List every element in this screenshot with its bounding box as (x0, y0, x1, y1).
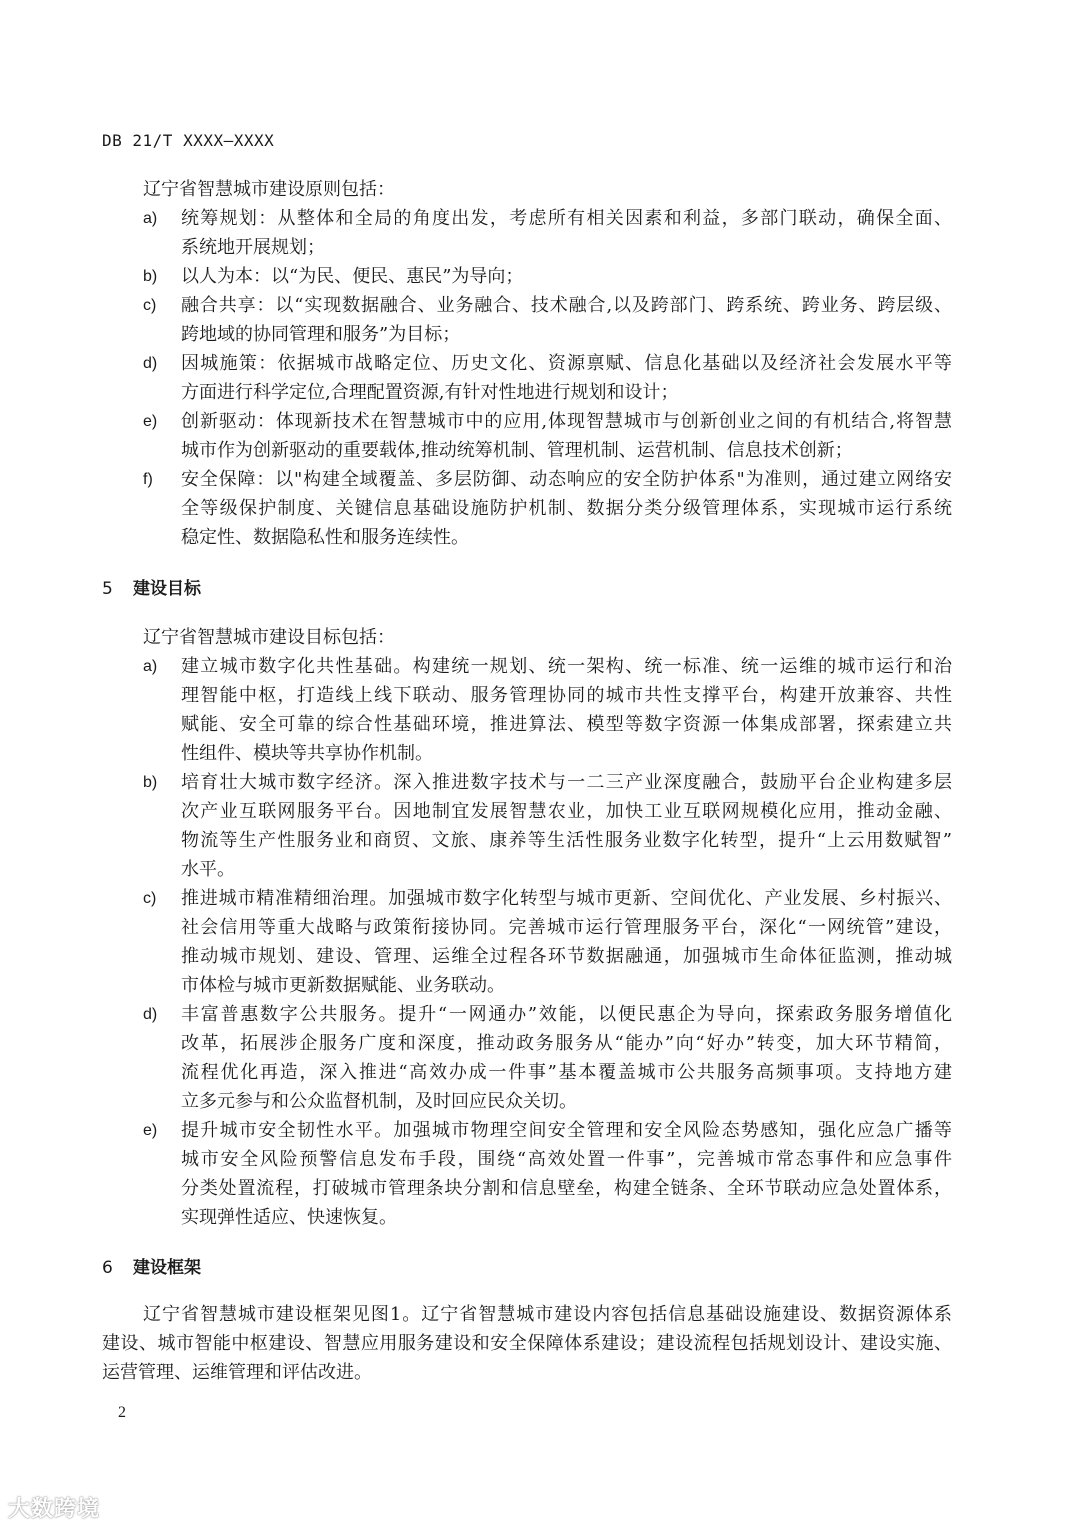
list-item-line: 因城施策：依据城市战略定位、历史文化、资源禀赋、信息化基础以及经济社会发展水平等 (181, 353, 952, 374)
framework-paragraph (102, 1300, 952, 1387)
list-item-label: a) (143, 210, 158, 227)
list-item-line: 立多元参与和公众监督机制，及时回应民众关切。 (181, 1091, 577, 1112)
list-item-label: e) (143, 1122, 158, 1139)
list-item-line: 流程优化再造，深入推进“高效办成一件事”基本覆盖城市公共服务高频事项。支持地方建 (181, 1062, 952, 1083)
section-number: 5 (102, 579, 113, 599)
paragraph-line: 建设、城市智能中枢建设、智慧应用服务建设和安全保障体系建设；建设流程包括规划设计、建设实施、 (102, 1333, 952, 1354)
goals-list (102, 652, 952, 1232)
list-item-line: 融合共享：以“实现数据融合、业务融合、技术融合,以及跨部门、跨系统、跨业务、跨层级、 (181, 295, 952, 316)
list-item-line: 社会信用等重大战略与政策衔接协同。完善城市运行管理服务平台，深化“一网统管”建设， (181, 917, 952, 938)
list-item-line: 城市作为创新驱动的重要载体,推动统筹机制、管理机制、运营机制、信息技术创新； (181, 440, 853, 461)
list-item-line: 市体检与城市更新数据赋能、业务联动。 (181, 975, 505, 996)
list-item-line: 方面进行科学定位,合理配置资源,有针对性地进行规划和设计； (181, 382, 679, 403)
list-item-label: b) (143, 268, 158, 285)
goals-block (102, 623, 952, 1232)
list-item (102, 1000, 952, 1116)
list-item (102, 407, 952, 465)
list-item-label: a) (143, 658, 158, 675)
paragraph-line: 运营管理、运维管理和评估改进。 (102, 1362, 372, 1383)
section-number: 6 (102, 1258, 113, 1278)
list-item (102, 262, 952, 291)
section-6-heading (102, 1253, 201, 1278)
list-item-line: 培育壮大城市数字经济。深入推进数字技术与一二三产业深度融合，鼓励平台企业构建多层 (181, 772, 952, 793)
paragraph-line: 辽宁省智慧城市建设框架见图1。辽宁省智慧城市建设内容包括信息基础设施建设、数据资源体系 (143, 1304, 952, 1325)
list-item-line: 理智能中枢，打造线上线下联动、服务管理协同的城市共性支撑平台，构建开放兼容、共性 (181, 685, 952, 706)
list-item (102, 465, 952, 552)
list-item-line: 建立城市数字化共性基础。构建统一规划、统一架构、统一标准、统一运维的城市运行和治 (181, 656, 952, 677)
list-item-line: 物流等生产性服务业和商贸、文旅、康养等生活性服务业数字化转型，提升“上云用数赋智” (181, 830, 952, 851)
list-item-label: b) (143, 774, 158, 791)
principles-intro: 辽宁省智慧城市建设原则包括： (143, 179, 395, 200)
list-item-label: f) (143, 471, 153, 488)
list-item-line: 统筹规划：从整体和全局的角度出发，考虑所有相关因素和利益，多部门联动，确保全面、 (181, 208, 952, 229)
list-item-line: 全等级保护制度、关键信息基础设施防护机制、数据分类分级管理体系，实现城市运行系统 (181, 498, 952, 519)
principles-list (102, 204, 952, 552)
list-item (102, 652, 952, 768)
document-code: DB 21/T XXXX—XXXX (102, 131, 275, 150)
list-item-line: 分类处置流程，打破城市管理条块分割和信息壁垒，构建全链条、全环节联动应急处置体系， (181, 1178, 952, 1199)
list-item-line: 提升城市安全韧性水平。加强城市物理空间安全管理和安全风险态势感知，强化应急广播等 (181, 1120, 952, 1141)
list-item-label: e) (143, 413, 158, 430)
goals-intro: 辽宁省智慧城市建设目标包括： (143, 627, 395, 648)
list-item-line: 推动城市规划、建设、管理、运维全过程各环节数据融通，加强城市生命体征监测，推动城 (181, 946, 952, 967)
list-item-line: 性组件、模块等共享协作机制。 (181, 743, 433, 764)
list-item (102, 291, 952, 349)
list-item-line: 以人为本：以“为民、便民、惠民”为导向； (181, 266, 524, 287)
list-item (102, 768, 952, 884)
section-title: 建设框架 (133, 1258, 201, 1278)
list-item-line: 丰富普惠数字公共服务。提升“一网通办”效能，以便民惠企为导向，探索政务服务增值化 (181, 1004, 952, 1025)
list-item-line: 稳定性、数据隐私性和服务连续性。 (181, 527, 469, 548)
list-item-label: d) (143, 1006, 158, 1023)
list-item-line: 实现弹性适应、快速恢复。 (181, 1207, 397, 1228)
list-item (102, 204, 952, 262)
list-item-line: 改革，拓展涉企服务广度和深度，推动政务服务从“能办”向“好办”转变，加大环节精简， (181, 1033, 952, 1054)
list-item-line: 创新驱动：体现新技术在智慧城市中的应用,体现智慧城市与创新创业之间的有机结合,将智慧 (181, 411, 952, 432)
list-item-label: c) (143, 297, 157, 314)
list-item-line: 城市安全风险预警信息发布手段，围绕“高效处置一件事”，完善城市常态事件和应急事件 (181, 1149, 952, 1170)
list-item (102, 1116, 952, 1232)
list-item (102, 884, 952, 1000)
watermark-logo: 大数跨境 (8, 1497, 101, 1522)
list-item-line: 赋能、安全可靠的综合性基础环境，推进算法、模型等数字资源一体集成部署，探索建立共 (181, 714, 952, 735)
section-5-heading (102, 574, 201, 599)
section-title: 建设目标 (133, 579, 201, 599)
list-item-line: 系统地开展规划； (181, 237, 325, 258)
list-item-line: 跨地域的协同管理和服务”为目标； (181, 324, 461, 345)
page-number: 2 (118, 1404, 126, 1421)
list-item-line: 安全保障：以"构建全域覆盖、多层防御、动态响应的安全防护体系"为准则，通过建立网络安 (181, 469, 952, 490)
list-item-line: 次产业互联网服务平台。因地制宜发展智慧农业，加快工业互联网规模化应用，推动金融、 (181, 801, 952, 822)
list-item-line: 水平。 (181, 859, 235, 880)
list-item (102, 349, 952, 407)
principles-block (102, 175, 952, 552)
list-item-label: c) (143, 890, 157, 907)
list-item-line: 推进城市精准精细治理。加强城市数字化转型与城市更新、空间优化、产业发展、乡村振兴、 (181, 888, 952, 909)
list-item-label: d) (143, 355, 158, 372)
